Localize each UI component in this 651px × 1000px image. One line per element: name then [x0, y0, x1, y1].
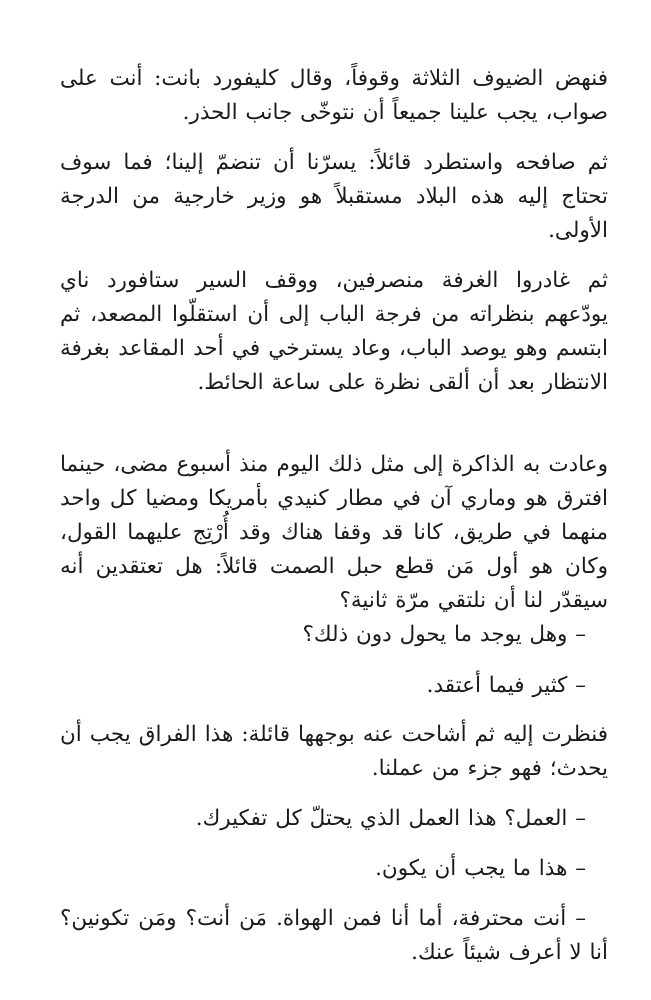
dialogue-line-5: – أنت محترفة، أما أنا فمن الهواة. مَن أنت؟ ومَن تكونين؟ أنا لا أعرف شيئاً عنك. — [60, 906, 608, 965]
dialogue-line-1: – وهل يوجد ما يحول دون ذلك؟ — [302, 622, 586, 647]
dialogue-line-4: – هذا ما يجب أن يكون. — [375, 856, 586, 881]
paragraph-memory: وعادت به الذاكرة إلى مثل ذلك اليوم منذ أسبوع مضى، حينما افترق هو وماري آن في مطار كنيدي بأمريكا ومضيا كل واحد منهما في طريق، كانا قد وقفا هناك وقد أُرْتِج عليهما القول، وكان هو أول مَن قطع حبل الصمت قائلاً: هل تعتقدين أنه سيقدّر لنا أن نلتقي مرّة ثانية؟ — [60, 452, 608, 613]
dialogue-line-2: – كثير فيما أعتقد. — [426, 673, 586, 698]
paragraph-farewell: فنظرت إليه ثم أشاحت عنه بوجهها قائلة: هذا الفراق يجب أن يحدث؛ فهو جزء من عملنا. — [60, 722, 608, 781]
paragraph-handshake: ثم صافحه واستطرد قائلاً: يسرّنا أن تنضمّ إلينا؛ فما سوف تحتاج إليه هذه البلاد مستقبلاً هو وزير خارجية من الدرجة الأولى. — [60, 150, 608, 243]
paragraph-guests-stand: فنهض الضيوف الثلاثة وقوفاً، وقال كليفورد بانت: أنت على صواب، يجب علينا جميعاً أن نتوخّى جانب الحذر. — [60, 66, 608, 125]
paragraph-departure: ثم غادروا الغرفة منصرفين، ووقف السير ستافورد ناي يودّعهم بنظراته من فرجة الباب إلى أن استقلّوا المصعد، ثم ابتسم وهو يوصد الباب، وعاد يسترخي في أحد المقاعد بغرفة الانتظار بعد أن ألقى نظرة على ساعة الحائط. — [60, 268, 608, 395]
dialogue-line-3: – العمل؟ هذا العمل الذي يحتلّ كل تفكيرك. — [195, 806, 586, 831]
